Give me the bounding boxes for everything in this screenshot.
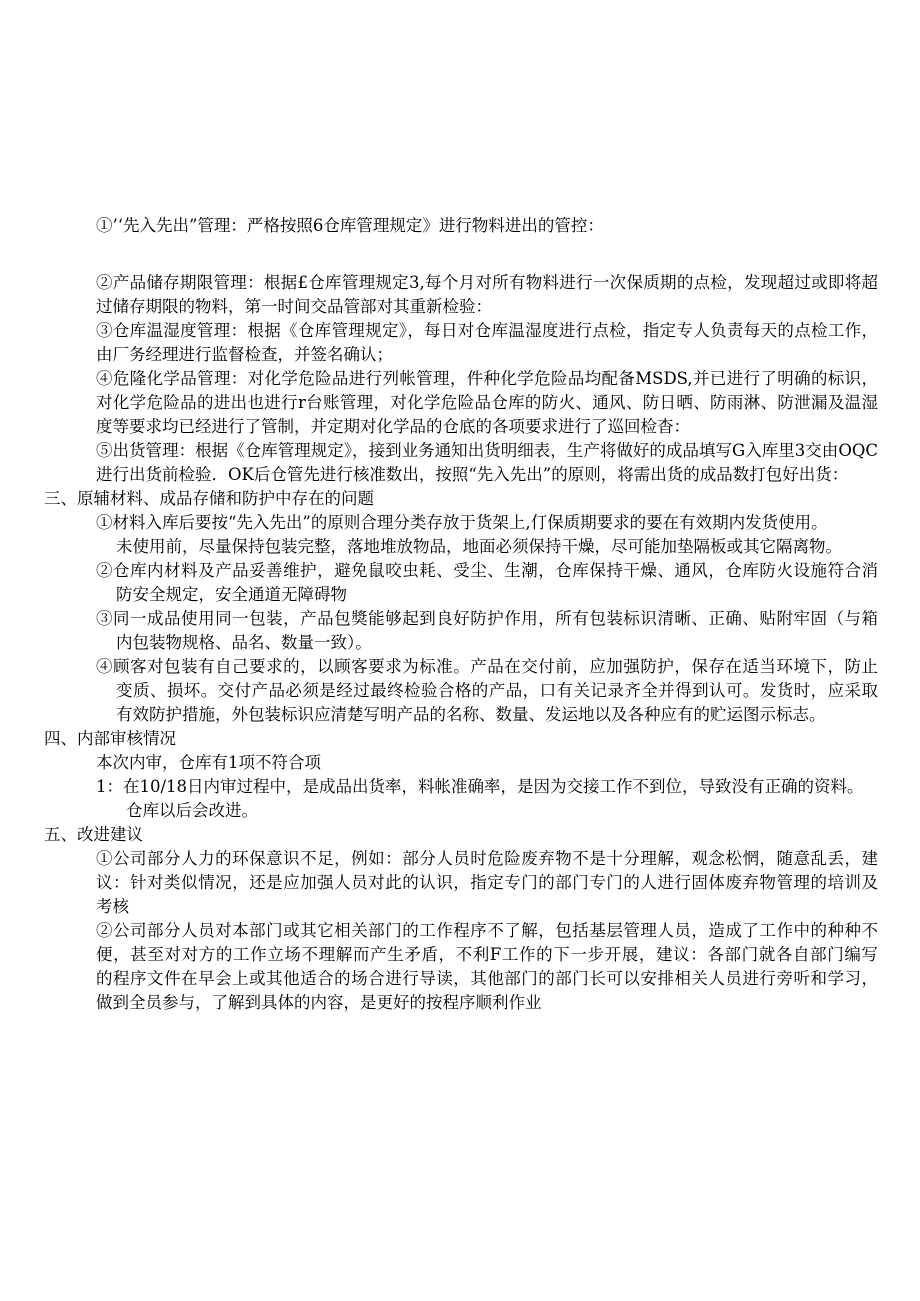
section-heading: 五、改进建议	[44, 825, 143, 844]
text-line: 对化学危险品的进出也进行r台账管理，对化学危险品仓库的防火、通风、防日晒、防雨淋、防泄漏及温湿	[96, 393, 878, 412]
text-line: ③仓库温湿度管理：根据《仓库管理规定》，每日对仓库温湿度进行点检，指定专人负责每天的点检工作，	[96, 321, 878, 340]
section-heading: 四、内部审核情况	[44, 729, 176, 748]
text-line: ⑤出货管理：根据《仓库管理规定》，接到业务通知出货明细表，生产将做好的成品填写G入库里3交由OQC	[96, 441, 878, 460]
text-line: ④顾客对包装有自己要求的，以顾客要求为标准。产品在交付前，应加强防护，保存在适当环境下，防止	[96, 657, 878, 676]
text-line: 便，甚至对对方的工作立场不理解而产生矛盾，不利F工作的下一步开展，建议：各部门就各自部门编写	[96, 945, 878, 964]
text-line: 内包装物规格、品名、数量一致）。	[116, 633, 372, 652]
text-line: ①公司部分人力的环保意识不足，例如：部分人员时危险废弃物不是十分理解，观念松惘，随意乱丢，建	[96, 849, 878, 868]
text-line: 由厂务经理进行监督检查，并签名确认；	[96, 345, 393, 364]
text-line: 未使用前，尽量保持包装完整，落地堆放物品，地面必须保持干燥，尽可能加垫隔板或其它隔离物。	[116, 537, 842, 556]
text-line: 本次内审，仓库有1项不符合项	[96, 753, 321, 772]
text-line: ②公司部分人员对本部门或其它相关部门的工作程序不了解，包括基层管理人员，造成了工作中的种种不	[96, 921, 878, 940]
text-line: 有效防护措施，外包装标识应清楚写明产品的名称、数量、发运地以及各种应有的贮运图示标志。	[116, 705, 826, 724]
text-line: 进行出货前检验．OK后仓管先进行核准数出，按照“先入先出”的原则，将需出货的成品数打包好出货：	[96, 465, 849, 484]
section-heading: 三、原辅材料、成品存储和防护中存在的问题	[44, 489, 374, 508]
text-line: 过储存期限的物料，第一时间交品管部对其重新检验：	[96, 297, 492, 316]
text-line: ①材料入库后要按“先入先出”的原则合理分类存放于货架上,仃保质期要求的要在有效期内发货使用。	[96, 513, 828, 532]
text-line: 的程序文件在早会上或其他适合的场合进行导读，其他部门的部门长可以安排相关人员进行旁听和学习，	[96, 969, 878, 988]
text-line: ④危隆化学品管理：对化学危险品进行列帐管理，件种化学危险品均配备MSDS,并已进行了明确的标识，	[96, 369, 878, 388]
text-line: 仓库以后会改进。	[126, 801, 258, 820]
text-line: ①’‘先入先出”管理：严格按照6仓库管理规定》进行物料进出的管控：	[96, 216, 604, 235]
text-line: 变质、损坏。交付产品必须是经过最终检验合格的产品，口有关记录齐全并得到认可。发货时，应采取	[116, 681, 878, 700]
text-line: ②产品储存期限管理：根据£仓库管理规定3,每个月对所有物料进行一次保质期的点检，发现超过或即将超	[96, 273, 878, 292]
text-line: 做到全员参与，了解到具体的内容，是更好的按程序顺利作业	[96, 993, 542, 1012]
text-line: 防安全规定，安全通道无障碍物	[116, 585, 347, 604]
text-line: 1：在10/18日内审过程中，是成品出货率，料帐准确率，是因为交接工作不到位，导致没有正确的资料。	[96, 777, 864, 796]
text-line: ③同一成品使用同一包装，产品包獎能够起到良好防护作用，所有包装标识清晰、正确、贴附牢固（与箱	[96, 609, 878, 628]
text-line: ②仓库内材料及产品妥善维护，避免鼠咬虫耗、受尘、生潮，仓库保持干燥、通风，仓库防火设施符合消	[96, 561, 878, 580]
text-line: 议：针对类似情况，还是应加强人员对此的认识，指定专门的部门专门的人进行固体废弃物管理的培训及	[96, 873, 878, 892]
text-line: 度等要求均已经进行了管制，并定期对化学品的仓底的各项要求进行了巡回检杳：	[96, 417, 690, 436]
text-line: 考核	[96, 897, 129, 916]
